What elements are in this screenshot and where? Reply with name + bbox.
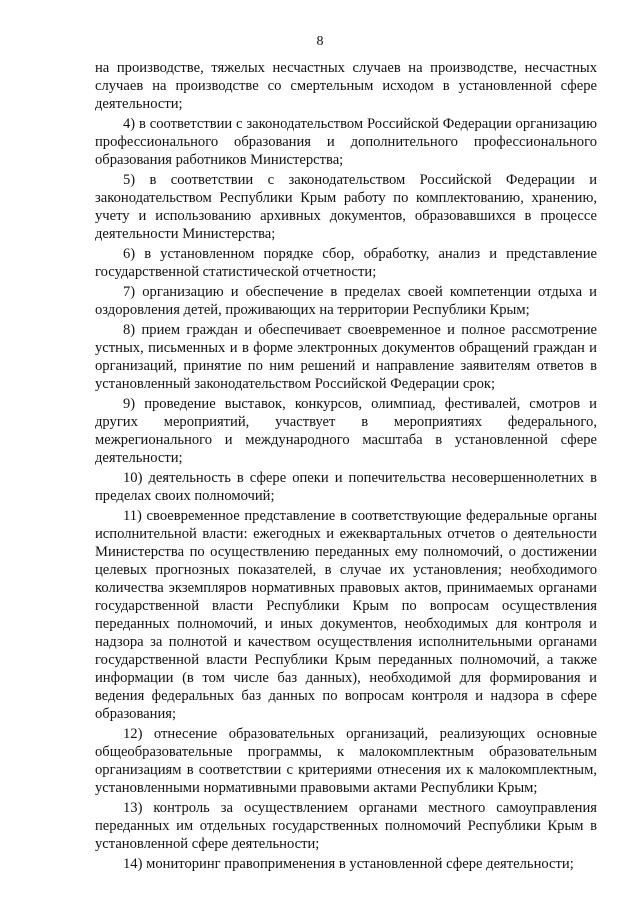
document-body xyxy=(95,59,597,875)
paragraph: 6) в установленном порядке сбор, обработку, анализ и представление государственной статистической отчетности; xyxy=(95,246,597,280)
paragraph: 14) мониторинг правоприменения в установленной сфере деятельности; xyxy=(123,856,574,872)
paragraph: 4) в соответствии с законодательством Российской Федерации организацию профессионального образования и дополнительного профессионального образования работников Министерства; xyxy=(95,116,597,168)
paragraph: 7) организацию и обеспечение в пределах своей компетенции отдыха и оздоровления детей, проживающих на территории Республики Крым; xyxy=(95,284,597,318)
paragraph: 13) контроль за осуществлением органами местного самоуправления переданных им отдельных государственных полномочий Республики Крым в установленной сфере деятельности; xyxy=(95,800,597,852)
paragraph: 9) проведение выставок, конкурсов, олимпиад, фестивалей, смотров и других мероприятий, участвует в мероприятиях федерального, межрегионального и международного масштаба в установленной сфере деятельности; xyxy=(95,396,597,466)
paragraph: 8) прием граждан и обеспечивает своевременное и полное рассмотрение устных, письменных и в форме электронных документов обращений граждан и организаций, принятие по ним решений и направление заявителям ответов в установленный законодательством Российской Федерации срок; xyxy=(95,322,597,392)
page-number: 8 xyxy=(316,34,324,49)
paragraph: 10) деятельность в сфере опеки и попечительства несовершеннолетних в пределах своих полномочий; xyxy=(95,470,597,504)
paragraph: 5) в соответствии с законодательством Российской Федерации и законодательством Республики Крым работу по комплектованию, хранению, учету и использованию архивных документов, образовавшихся в процессе деятельности Министерства; xyxy=(95,172,597,242)
paragraph: 12) отнесение образовательных организаций, реализующих основные общеобразовательные программы, к малокомплектным образовательным организациям в соответствии с критериями отнесения их к малокомплектным, установленными нормативными правовыми актами Республики Крым; xyxy=(95,726,597,796)
paragraph: 11) своевременное представление в соответствующие федеральные органы исполнительной власти: ежегодных и ежеквартальных отчетов о деятельности Министерства по осуществлению переданных ему полномочий, о достижении целевых прогнозных показателей, в случае их установления; необходимого количества экземпляров нормативных правовых актов, принимаемых органами государственной власти Республики Крым по вопросам осуществления переданных полномочий, и иных документов, необходимых для контроля и надзора за полнотой и качеством осуществления исполнительными органами государственной власти Республики Крым переданных полномочий, а также информации (в том числе баз данных), необходимой для формирования и ведения федеральных баз данных по вопросам контроля и надзора в сфере образования; xyxy=(95,508,597,722)
paragraph: на производстве, тяжелых несчастных случаев на производстве, несчастных случаев на производстве со смертельным исходом в установленной сфере деятельности; xyxy=(95,60,597,112)
